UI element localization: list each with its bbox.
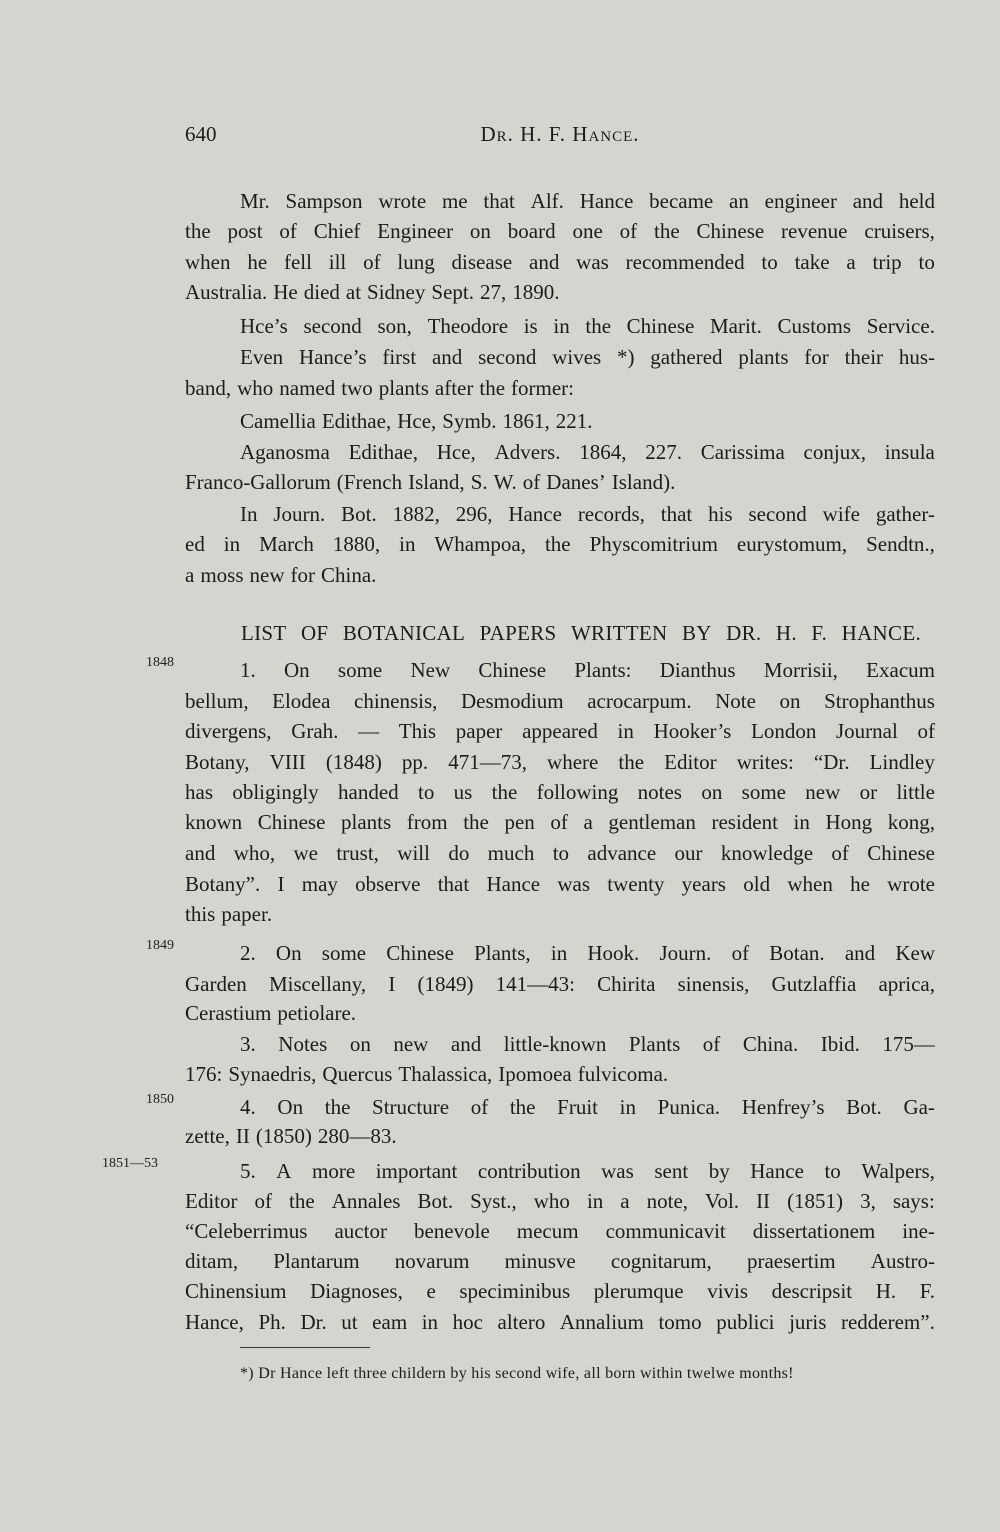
text-line: Mr. Sampson wrote me that Alf. Hance became an engineer and held xyxy=(240,189,935,213)
text-line: Australia. He died at Sidney Sept. 27, 1890. xyxy=(185,280,560,304)
footnote: *) Dr Hance left three childern by his second wife, all born within twelwe months! xyxy=(240,1365,794,1382)
running-head: Dr. H. F. Hance. xyxy=(480,122,640,146)
text-line: ditam, Plantarum novarum minusve cognitarum, praesertim Austro- xyxy=(185,1249,935,1273)
page-header xyxy=(185,122,935,152)
footnote-rule xyxy=(240,1347,370,1348)
page-number: 640 xyxy=(185,122,217,146)
text-line: zette, II (1850) 280—83. xyxy=(185,1124,397,1148)
margin-year: 1850 xyxy=(146,1092,174,1107)
text-line: Hce’s second son, Theodore is in the Chinese Marit. Customs Service. xyxy=(240,314,935,338)
text-line: 5. A more important contribution was sent by Hance to Walpers, xyxy=(240,1159,935,1183)
text-line: Cerastium petiolare. xyxy=(185,1001,357,1025)
text-line: 2. On some Chinese Plants, in Hook. Journ. of Botan. and Kew xyxy=(240,941,935,965)
text-line: 176: Synaedris, Quercus Thalassica, Ipomoea fulvicoma. xyxy=(185,1062,669,1086)
text-line: and who, we trust, will do much to advance our knowledge of Chinese xyxy=(185,841,935,865)
section-heading: LIST OF BOTANICAL PAPERS WRITTEN BY DR. H. F. HANCE. xyxy=(241,621,921,645)
text-line: 4. On the Structure of the Fruit in Punica. Henfrey’s Bot. Ga- xyxy=(240,1095,935,1119)
text-line: a moss new for China. xyxy=(185,563,377,587)
text-line: Garden Miscellany, I (1849) 141—43: Chirita sinensis, Gutzlaffia aprica, xyxy=(185,972,935,996)
text-line: Even Hance’s first and second wives *) gathered plants for their hus- xyxy=(240,345,935,369)
text-line: Hance, Ph. Dr. ut eam in hoc altero Annalium tomo publici juris redderem”. xyxy=(185,1310,935,1334)
text-line: Botany, VIII (1848) pp. 471—73, where the Editor writes: “Dr. Lindley xyxy=(185,750,935,774)
text-line: “Celeberrimus auctor benevole mecum communicavit dissertationem ine- xyxy=(185,1219,935,1243)
text-line: the post of Chief Engineer on board one of the Chinese revenue cruisers, xyxy=(185,219,935,243)
text-line: band, who named two plants after the former: xyxy=(185,376,575,400)
margin-year: 1848 xyxy=(146,655,174,670)
text-line: In Journ. Bot. 1882, 296, Hance records, that his second wife gather- xyxy=(240,502,935,526)
text-line: ed in March 1880, in Whampoa, the Physcomitrium eurystomum, Sendtn., xyxy=(185,532,935,556)
text-line: Botany”. I may observe that Hance was twenty years old when he wrote xyxy=(185,872,935,896)
text-line: 1. On some New Chinese Plants: Dianthus Morrisii, Exacum xyxy=(240,658,935,682)
text-line: 3. Notes on new and little-known Plants of China. Ibid. 175— xyxy=(240,1032,935,1056)
text-line: has obligingly handed to us the following notes on some new or little xyxy=(185,780,935,804)
text-line: when he fell ill of lung disease and was recommended to take a trip to xyxy=(185,250,935,274)
text-line: bellum, Elodea chinensis, Desmodium acrocarpum. Note on Strophanthus xyxy=(185,689,935,713)
text-line: Aganosma Edithae, Hce, Advers. 1864, 227. Carissima conjux, insula xyxy=(240,440,935,464)
text-line: Franco-Gallorum (French Island, S. W. of Danes’ Island). xyxy=(185,470,676,494)
text-line: divergens, Grah. — This paper appeared in Hooker’s London Journal of xyxy=(185,719,935,743)
margin-year: 1851—53 xyxy=(102,1156,158,1171)
text-line: Editor of the Annales Bot. Syst., who in a note, Vol. II (1851) 3, says: xyxy=(185,1189,935,1213)
margin-year: 1849 xyxy=(146,938,174,953)
text-line: Chinensium Diagnoses, e speciminibus plerumque vivis descripsit H. F. xyxy=(185,1279,935,1303)
text-line: this paper. xyxy=(185,902,273,926)
text-line: known Chinese plants from the pen of a gentleman resident in Hong kong, xyxy=(185,810,935,834)
text-line: Camellia Edithae, Hce, Symb. 1861, 221. xyxy=(240,409,593,433)
